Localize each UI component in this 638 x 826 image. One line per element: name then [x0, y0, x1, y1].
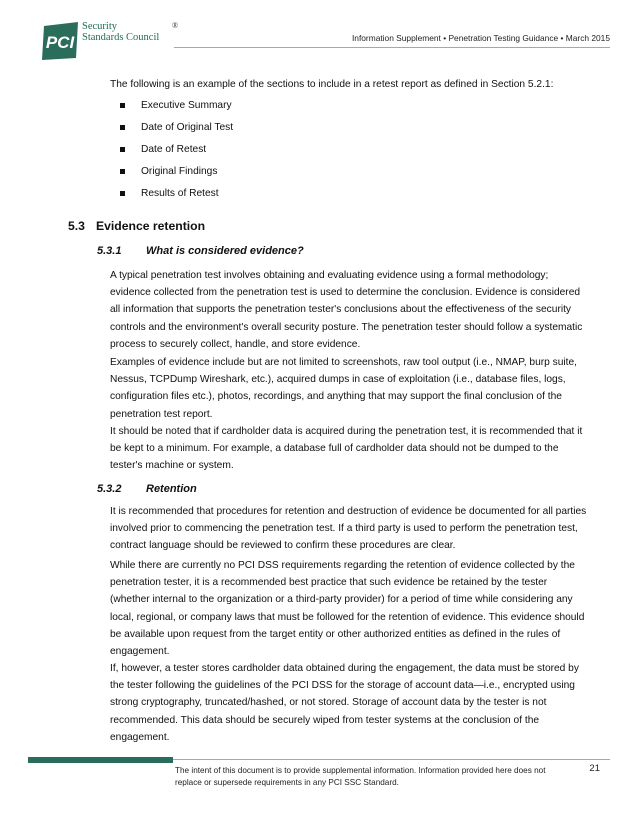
registered-mark: ® — [172, 21, 179, 30]
evidence-paragraph-3: It should be noted that if cardholder data is acquired during the penetration test, it is recommended that it be kept to a minimum. For example, a database full of cardholder data should not be dumped to the tester's machine or system. — [110, 426, 583, 472]
evidence-paragraph-2: Examples of evidence include but are not limited to screenshots, raw tool output (i.e., NMAP, burp suite, Nessus, TCPDump Wireshark, etc.), acquired dumps in case of exploitation (i.e., database files, logs, configuration files etc.), photos, recordings, and anything that may support the final conclusion of the penetration test report. — [110, 357, 577, 420]
list-item: Date of Original Test — [120, 121, 233, 143]
footer-rule — [173, 759, 610, 760]
subsection-title: Retention — [146, 483, 197, 495]
retest-report-sections-list — [120, 99, 233, 209]
list-item: Original Findings — [120, 165, 233, 187]
subsection-heading-retention — [97, 483, 197, 495]
subsection-heading-evidence — [97, 245, 304, 257]
bullet-square-icon — [120, 147, 125, 152]
page-number: 21 — [589, 763, 600, 774]
running-header: Information Supplement • Penetration Testing Guidance • March 2015 — [351, 33, 610, 43]
retention-paragraph-2: While there are currently no PCI DSS requirements regarding the retention of evidence collected by the penetration tester, it is a recommended best practice that such evidence be retained by the tester (whether internal to the organization or a third-party provider) for a period of time while considering any local, regional, or company laws that must be followed for the retention of evidence. This evidence should be available upon request from the target entity or other authorized entities as defined in the rules of engagement. — [110, 560, 585, 658]
header-rule — [174, 47, 610, 48]
section-number: 5.3 — [68, 219, 85, 233]
logo-mark-text: PCI — [45, 33, 75, 52]
section-heading — [68, 219, 205, 233]
evidence-paragraph-1: A typical penetration test involves obtaining and evaluating evidence using a formal methodology; evidence collected from the penetration test is used to determine the conclusion. Evidence is considered all information that supports the penetration tester's conclusions about the effectiveness of the security controls and the environment's overall security posture. The penetration tester should follow a systematic process to securely collect, handle, and store evidence. — [110, 270, 583, 350]
bullet-square-icon — [120, 125, 125, 130]
footer-disclaimer: The intent of this document is to provide supplemental information. Information provided here does not replace or supersede requirements in any PCI SSC Standard. — [175, 766, 546, 787]
logo-line-2: Standards Council — [82, 32, 160, 43]
subsection-title: What is considered evidence? — [146, 245, 304, 257]
bullet-square-icon — [120, 103, 125, 108]
subsection-number: 5.3.2 — [97, 483, 122, 495]
logo-line-1: Security — [82, 21, 117, 32]
pci-logo-mark-icon — [38, 18, 84, 64]
footer-accent-bar — [28, 757, 173, 763]
bullet-square-icon — [120, 169, 125, 174]
list-item: Date of Retest — [120, 143, 233, 165]
bullet-square-icon — [120, 191, 125, 196]
list-item: Results of Retest — [120, 187, 233, 209]
list-item: Executive Summary — [120, 99, 233, 121]
retention-paragraph-3: If, however, a tester stores cardholder data obtained during the engagement, the data must be stored by the tester following the guidelines of the PCI DSS for the storage of account data—i.e., encrypted using strong cryptography, truncated/hashed, or not stored. Storage of account data by the tester is not recommended. This data should be securely wiped from tester systems at the conclusion of the engagement. — [110, 663, 579, 743]
logo-wordmark — [82, 21, 179, 43]
subsection-number: 5.3.1 — [97, 245, 122, 257]
retention-paragraph-1: It is recommended that procedures for retention and destruction of evidence be documented for all parties involved prior to commencing the penetration test. If a third party is used to perform the penetration test, contract language should be reviewed to confirm these procedures are clear. — [110, 506, 587, 552]
section-title: Evidence retention — [96, 219, 206, 233]
intro-paragraph: The following is an example of the sections to include in a retest report as defined in Section 5.2.1: — [110, 79, 554, 90]
